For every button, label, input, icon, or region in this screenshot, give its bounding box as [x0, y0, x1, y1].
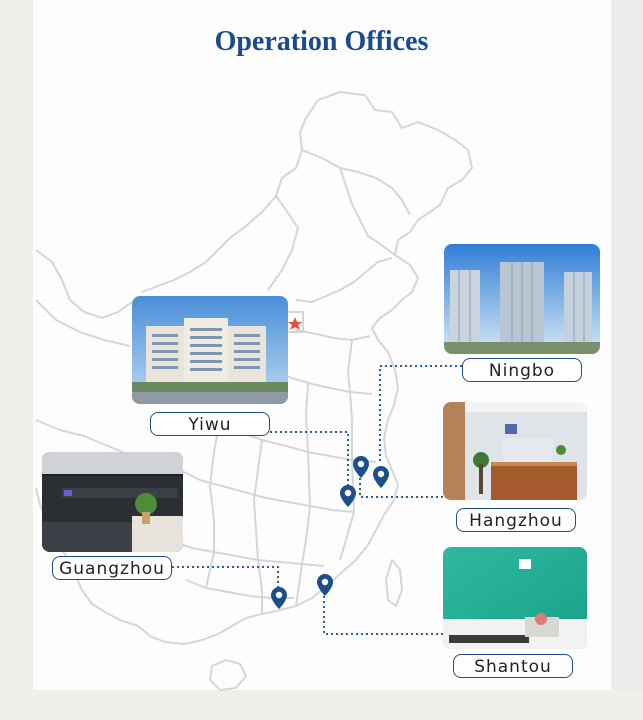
vertical-3 [206, 420, 220, 588]
office-label-hangzhou: Hangzhou [456, 508, 576, 532]
page-title: Operation Offices [214, 26, 429, 57]
location-pin-icon[interactable] [271, 587, 287, 609]
northeast-inner [302, 150, 410, 215]
hainan [210, 660, 246, 690]
shantou-office-photo [443, 547, 587, 649]
taiwan [386, 560, 402, 606]
north-china [296, 258, 392, 302]
location-pin-icon[interactable] [373, 466, 389, 488]
connector-shantou [324, 596, 443, 634]
guangzhou-office-photo [42, 452, 183, 552]
office-label-ningbo: Ningbo [462, 358, 582, 382]
hangzhou-office-photo [443, 402, 587, 500]
west-border [36, 250, 132, 318]
inner-mongolia [142, 196, 276, 292]
location-pin-icon[interactable] [340, 485, 356, 507]
tibet-xinjiang [36, 300, 130, 346]
office-label-shantou: Shantou [453, 654, 573, 678]
ningbo-office-photo [444, 244, 600, 354]
capital-star [288, 317, 302, 330]
south-1 [170, 540, 324, 566]
yiwu-office-photo [132, 296, 288, 404]
location-pin-icon[interactable] [353, 456, 369, 478]
office-label-yiwu: Yiwu [150, 412, 270, 436]
vertical-1 [254, 440, 262, 614]
location-pin-icon[interactable] [317, 574, 333, 596]
central-4 [180, 470, 354, 512]
vertical-2 [296, 384, 310, 606]
north-border [268, 100, 318, 290]
northeast-inner-2 [340, 168, 395, 255]
central-1 [296, 330, 370, 340]
office-label-guangzhou: Guangzhou [52, 556, 172, 580]
